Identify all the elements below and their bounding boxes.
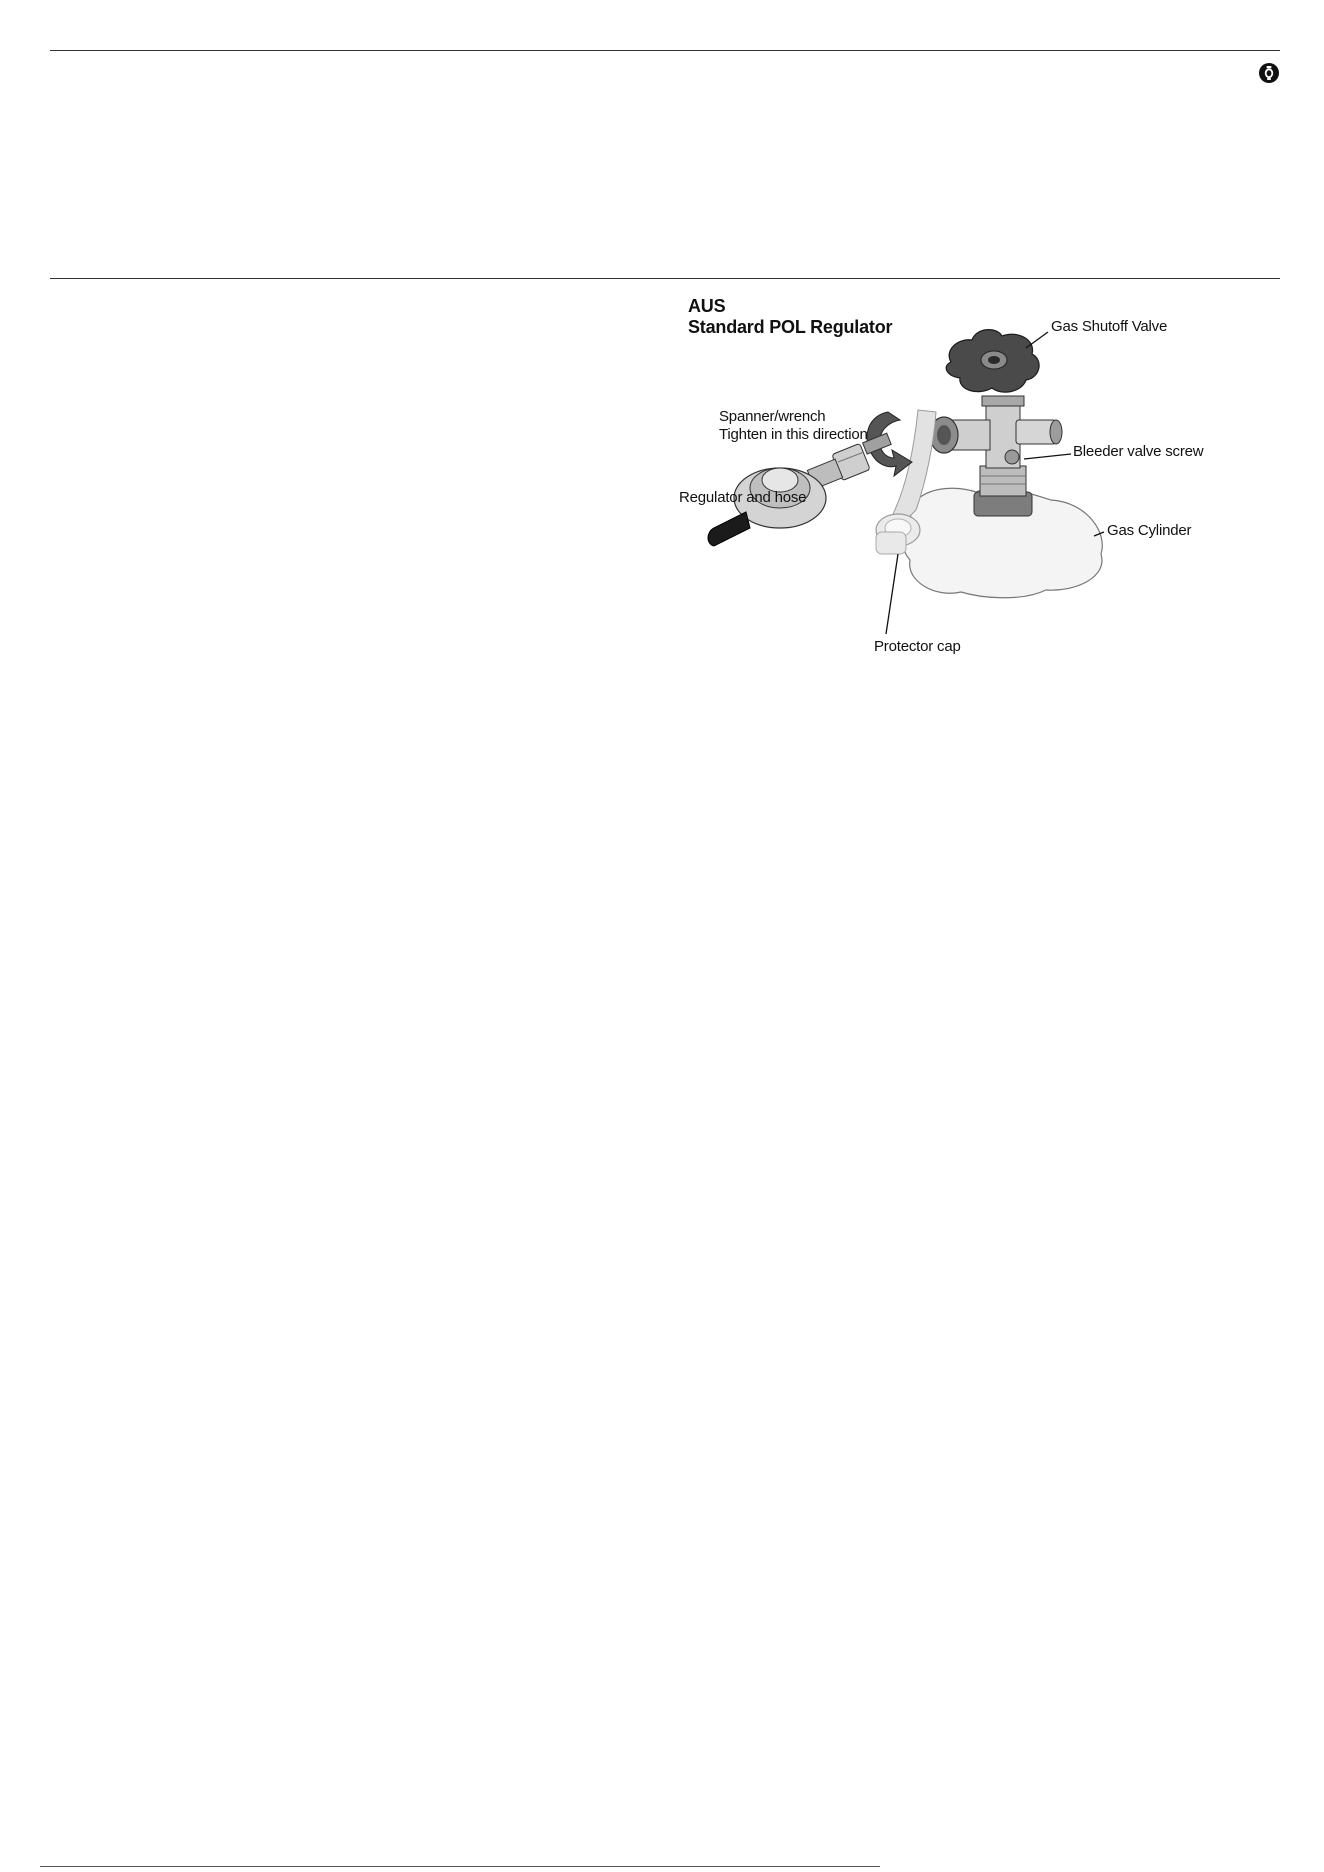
label-gas-cylinder: Gas Cylinder [1107, 522, 1192, 539]
leader-protector [886, 554, 898, 634]
label-spanner [719, 408, 868, 444]
footer-rule [40, 1866, 880, 1867]
regulator-illustration [676, 292, 1244, 662]
regulator-hose [708, 512, 750, 546]
leader-bleeder [1024, 454, 1071, 459]
pol-regulator-figure [676, 292, 1244, 662]
label-protector-cap: Protector cap [874, 638, 961, 655]
label-bleeder-valve-screw: Bleeder valve screw [1073, 443, 1204, 460]
label-regulator-and-hose: Regulator and hose [679, 489, 807, 506]
label-spanner-line2: Tighten in this direction [719, 426, 868, 443]
section-rule [50, 278, 1280, 279]
leader-shutoff [1026, 332, 1048, 348]
label-spanner-line1: Spanner/wrench [719, 408, 826, 425]
label-gas-shutoff-valve: Gas Shutoff Valve [1051, 318, 1168, 335]
figure-title [688, 296, 892, 338]
bleeder-screw [1005, 450, 1019, 464]
figure-title-line2: Standard POL Regulator [688, 317, 893, 337]
figure-title-line1: AUS [688, 296, 726, 316]
header-rule-top [50, 50, 1280, 51]
gas-bottle-icon [1258, 62, 1280, 84]
